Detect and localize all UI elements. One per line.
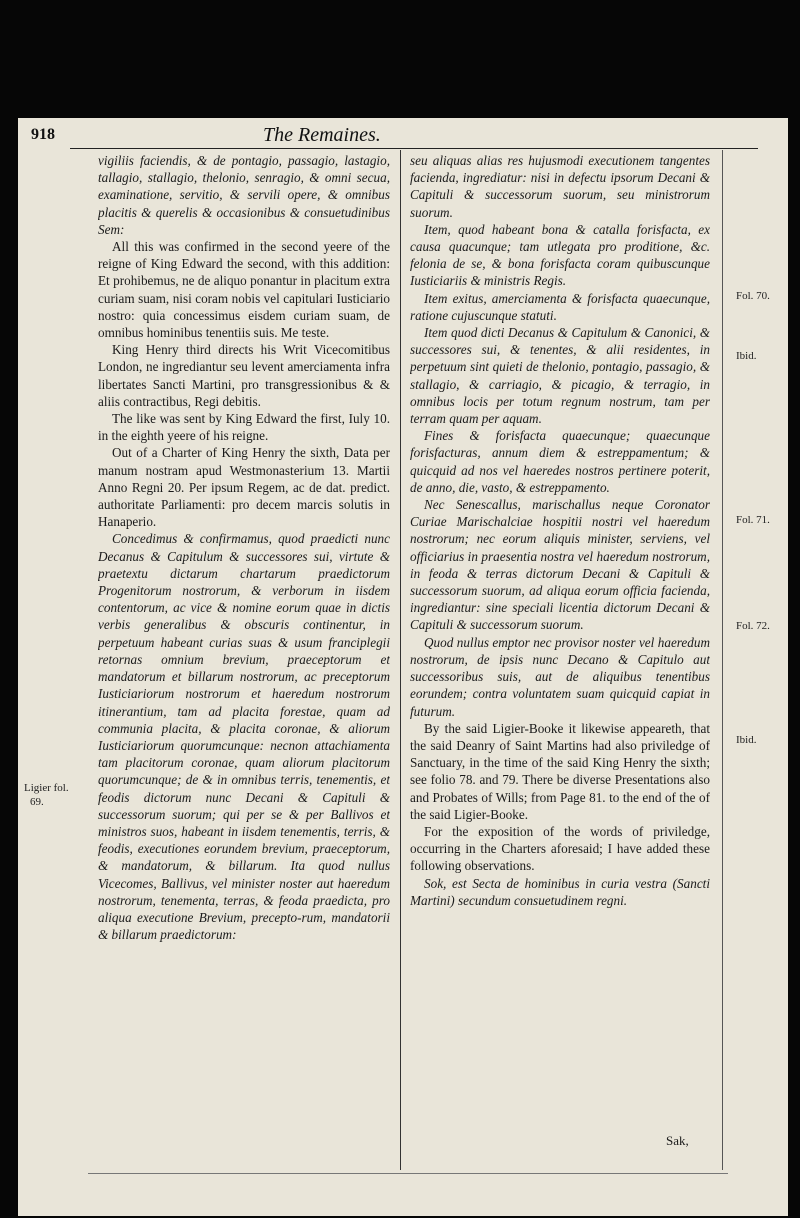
text-column-right (410, 152, 710, 1152)
paragraph: Item quod dicti Decanus & Capitulum & Canonici, & successores sui, & tenentes, & alii residentes, in perpetuum sint quieti de thelonio, pontagio, passagio, & stallagio, & carriagio, & picagio, & terragio, in omnibus locis per totum regnum nostrum, tam per terram quam per aquam. (410, 325, 710, 427)
paragraph: Fines & forisfacta quaecunque; quaecunque forisfacturas, annum diem & estreppamentum; & quicquid ad nos vel haeredes nostros pertinere poterit, de anno, die, vasto, & estreppamento. (410, 428, 710, 495)
catchword: Sak, (666, 1133, 689, 1148)
bottom-rule (88, 1173, 728, 1174)
margin-divider (722, 150, 723, 1170)
paragraph: Sok, est Secta de hominibus in curia vestra (Sancti Martini) secundum consuetudinem regni. (410, 875, 710, 908)
paragraph: Item, quod habeant bona & catalla forisfacta, ex causa quacunque; tam utlegata pro proditione, &c. felonia de se, & bona forisfacta coram quibuscunque Iusticiariis & ministris Regis. (410, 221, 710, 289)
margin-note-fol-70: Fol. 70. (736, 290, 770, 302)
paragraph: Nec Senescallus, marischallus neque Coronator Curiae Marischalciae hospitii nostri vel haeredum nostrorum; nec eorum aliquis minister, serviens, vel officiarius in praesentia nostra vel haeredum nostrorum, in feoda & terras dictorum Decani & Capituli & successorum suorum, ad aliqua eorum officia facienda, ingrediantur: sine speciali licentia dictorum Decani & Capituli & successorum suorum. (410, 497, 710, 633)
paragraph: All this was confirmed in the second yeere of the reigne of King Edward the second, with this addition: Et prohibemus, ne de aliquo ponantur in placitum extra curiam suam, nisi coram nobis vel capitulari Iusticiario nostro: quia concessimus eisdem curiam suam, de omnibus hominibus tenentiis suis. Me teste. (98, 239, 390, 341)
column-divider (400, 150, 401, 1170)
paragraph: Item exitus, amerciamenta & forisfacta quaecunque, ratione cujuscunque statuti. (410, 290, 710, 323)
margin-note-ibid-1: Ibid. (736, 350, 757, 362)
paragraph: seu aliquas alias res hujusmodi executionem tangentes facienda, ingrediatur: nisi in defectu ipsorum Decani & Capituli & successorum suorum, seu ministrorum suorum. (410, 153, 710, 220)
book-page (18, 118, 788, 1216)
running-title: The Remaines. (263, 124, 381, 146)
paragraph: For the exposition of the words of priviledge, occurring in the Charters aforesaid; I have added these following observations. (410, 823, 710, 874)
paragraph: vigiliis faciendis, & de pontagio, passagio, lastagio, tallagio, stallagio, thelonio, senragio, & omni secua, examinatione, servitio, & servili opere, & omnibus placitis & querelis & occasionibus & consuetudinibus Sem: (98, 153, 390, 237)
paragraph: The like was sent by King Edward the first, Iuly 10. in the eighth yeere of his reigne. (98, 411, 390, 444)
page-number: 918 (31, 126, 55, 143)
paragraph: Concedimus & confirmamus, quod praedicti nunc Decanus & Capitulum & successores sui, virtute & praetextu dictarum chartarum praedictorum Progenitorum nostrorum, & verborum in iisdem contentorum, ac vice & nomine eorum quae in dictis verbis generalibus & obscuris continentur, in perpetuum habeant curias suas & usum franciplegii retornas omnium brevium, praeceptorum et mandatorum et billarum nostrorum, ac preceptorum Iusticiariorum nostrorum et haeredum nostrorum itinerantium, tam ad placita forestae, quam ad communia placita, & placita coronae, & aliorum Iusticiariorum quorumcunque: necnon attachiamenta tam placitorum coronae, quam aliorum placitorum quorumcunque; de & in omnibus terris, tenementis, et feodis dictorum nunc Decani & Capituli & successorum suorum; qui per se & per Ballivos et ministros suos, habeant in iisdem tenementis, terris, & feodis, executiones eorundem brevium, praeceptorum, & mandatorum, & billarum. Ita quod nullus Vicecomes, Ballivus, vel minister noster aut haeredum nostrorum, tenementa, terras, & feoda praedicta, pro aliqua executione Brevium, precepto-rum, mandatorii & billarum praedictorum: (98, 531, 390, 943)
paragraph: Out of a Charter of King Henry the sixth, Data per manum nostram apud Westmonasterium 13. Martii Anno Regni 20. Per ipsum Regem, ac de dat. predict. authoritate Parliamenti: pro decem marcis solutis in Hanaperio. (98, 445, 390, 530)
margin-note-fol-72: Fol. 72. (736, 620, 770, 632)
margin-note-ibid-2: Ibid. (736, 734, 757, 746)
margin-note-ligier-folio: 69. (30, 796, 44, 808)
header-rule (70, 148, 758, 149)
margin-note-fol-71: Fol. 71. (736, 514, 770, 526)
paragraph: By the said Ligier-Booke it likewise appeareth, that the said Deanry of Saint Martins had also priviledge of Sanctuary, in the time of the said King Henry the sixth; see folio 78. and 79. There be diverse Presentations also and Probates of Wills; from Page 81. to the end of the of the said Ligier-Booke. (410, 720, 710, 822)
text-column-left (98, 152, 390, 1152)
paragraph: Quod nullus emptor nec provisor noster vel haeredum nostrorum, de ipsis nunc Decano & Capitulo aut successoribus suis, aut de aliquibus tenentibus eorundem; contra voluntatem suam quicquid capiat in futurum. (410, 634, 710, 719)
paragraph: King Henry third directs his Writ Vicecomitibus London, ne ingrediantur seu levent amerciamenta infra libertates Sancti Martini, pro transgressionibus & & aliis contractibus, Regi debitis. (98, 342, 390, 409)
margin-note-ligier: Ligier fol. (24, 782, 69, 794)
